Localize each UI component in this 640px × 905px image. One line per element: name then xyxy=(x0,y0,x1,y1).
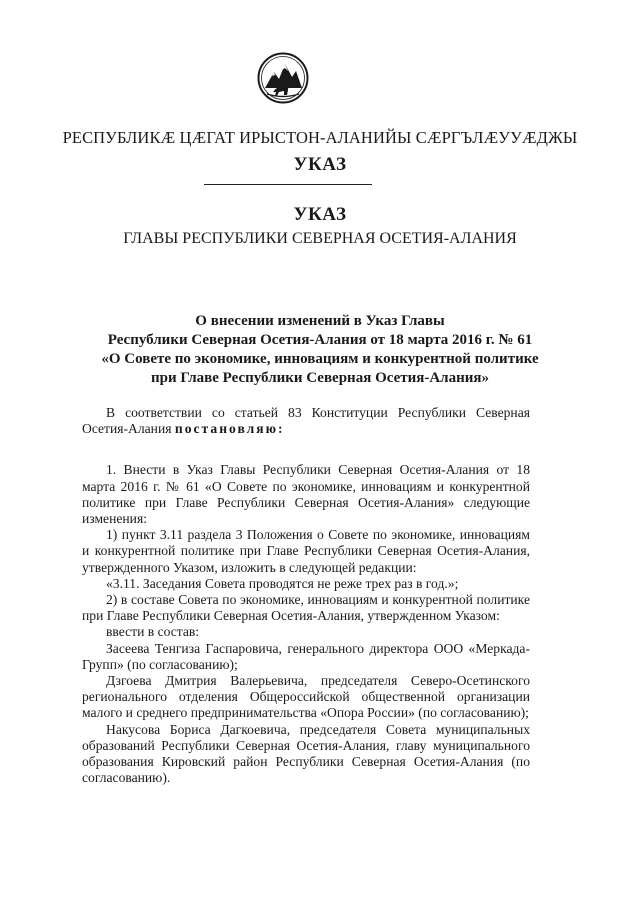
head-of-republic-line: ГЛАВЫ РЕСПУБЛИКИ СЕВЕРНАЯ ОСЕТИЯ-АЛАНИЯ xyxy=(123,230,517,247)
coat-of-arms-emblem-icon xyxy=(257,52,309,104)
paragraph-8: Накусова Бориса Дагкоевича, председателя Совета муниципальных образований Республики Северная Осетия-Алания, главу муниципального образования Кировский район Республики Северная Осетия-Алания (по согласованию). xyxy=(82,721,530,786)
preamble-text: В соответствии со статьей 83 Конституции Республики Северная Осетия-Алания xyxy=(82,405,530,437)
separator-line xyxy=(204,184,372,185)
decree-title-ossetian: УКАЗ xyxy=(293,154,347,175)
paragraph-2: 1) пункт 3.11 раздела 3 Положения о Совете по экономике, инновациям и конкурентной политике при Главе Республики Северная Осетия-Алания, утвержденного Указом, изложить в следующей редакции: xyxy=(82,527,530,575)
paragraph-1: 1. Внести в Указ Главы Республики Северная Осетия-Алания от 18 марта 2016 г. № 61 «О Совете по экономике, инновациям и конкурентной политике при Главе Республики Северная Осетия-Алания» следующие изменения: xyxy=(82,462,530,527)
subject-line-3: «О Совете по экономике, инновациям и конкурентной политике xyxy=(101,351,539,367)
paragraph-4: 2) в составе Совета по экономике, инновациям и конкурентной политике при Главе Республики Северная Осетия-Алания, утвержденном Указом: xyxy=(82,592,530,624)
paragraph-5: ввести в состав: xyxy=(106,624,200,640)
paragraph-3: «3.11. Заседания Совета проводятся не реже трех раз в год.»; xyxy=(106,575,459,591)
paragraph-6: Засеева Тенгиза Гаспаровича, генерального директора ООО «Меркада-Групп» (по согласованию); xyxy=(82,640,530,672)
preamble-paragraph xyxy=(82,405,530,437)
subject-line-1: О внесении изменений в Указ Главы xyxy=(195,313,445,329)
decree-word: постановляю: xyxy=(174,421,285,437)
republic-name-ossetian: РЕСПУБЛИКӔ ЦӔГАТ ИРЫСТОН-АЛАНИЙЫ СӔРГЪЛӔУУӔДЖЫ xyxy=(62,128,578,147)
decree-title-russian: УКАЗ xyxy=(293,204,347,225)
subject-line-2: Республики Северная Осетия-Алания от 18 марта 2016 г. № 61 xyxy=(107,332,533,348)
decree-subject xyxy=(0,312,640,388)
paragraph-7: Дзгоева Дмитрия Валерьевича, председателя Северо-Осетинского регионального отделения Общероссийской общественной организации малого и среднего предпринимательства «Опора России» (по согласованию); xyxy=(82,673,530,721)
decree-body xyxy=(82,405,530,786)
subject-line-4: при Главе Республики Северная Осетия-Алания» xyxy=(151,370,489,386)
